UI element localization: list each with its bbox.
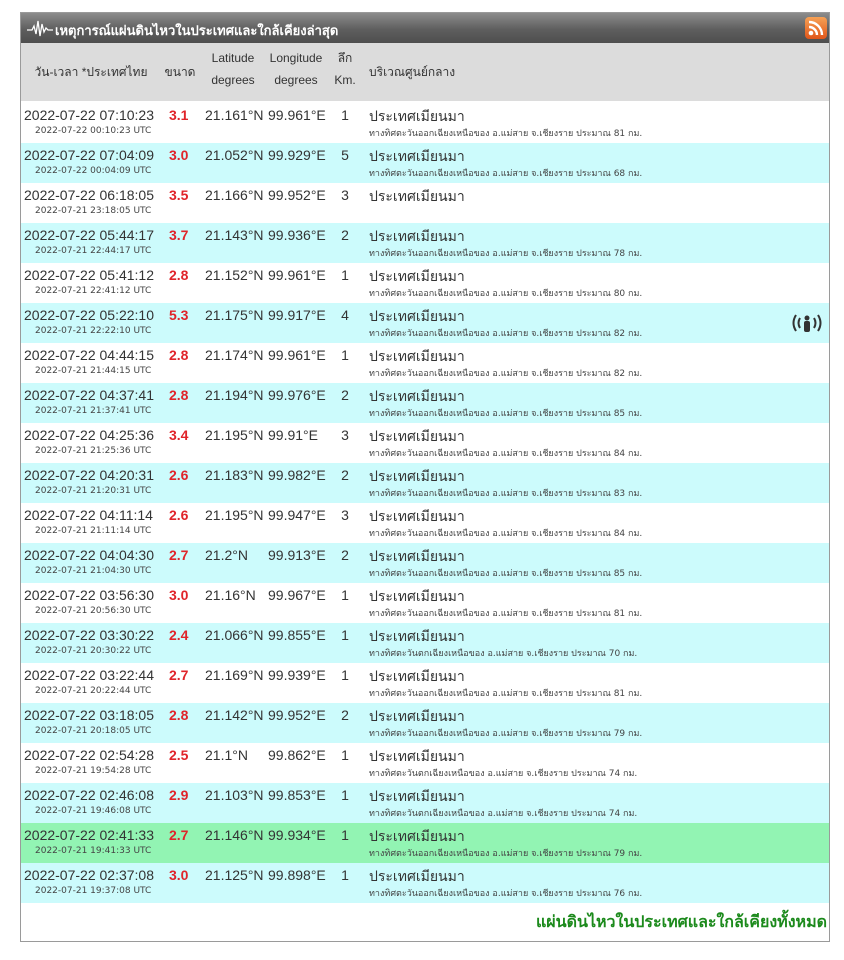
event-latitude: 21.166°N (205, 187, 264, 203)
event-region-detail: ทางทิศตะวันออกเฉียงเหนือของ อ.แม่สาย จ.เชียงราย ประมาณ 80 กม. (369, 289, 643, 299)
rss-icon[interactable] (805, 17, 827, 39)
event-latitude: 21.161°N (205, 107, 264, 123)
event-latitude: 21.175°N (205, 307, 264, 323)
event-region: ประเทศเมียนมา (369, 229, 465, 245)
event-longitude: 99.982°E (268, 467, 326, 483)
event-magnitude: 5.3 (169, 307, 189, 323)
event-latitude: 21.146°N (205, 827, 264, 843)
event-region: ประเทศเมียนมา (369, 829, 465, 845)
event-datetime: 2022-07-22 04:37:41 (24, 387, 154, 403)
event-utc-time: 2022-07-21 20:30:22 UTC (35, 646, 152, 656)
event-region-detail: ทางทิศตะวันออกเฉียงเหนือของ อ.แม่สาย จ.เชียงราย ประมาณ 68 กม. (369, 169, 643, 179)
event-latitude: 21.143°N (205, 227, 264, 243)
table-row[interactable] (21, 183, 829, 223)
event-depth: 2 (341, 467, 349, 483)
event-depth: 1 (341, 867, 349, 883)
event-datetime: 2022-07-22 02:41:33 (24, 827, 154, 843)
event-datetime: 2022-07-22 03:30:22 (24, 627, 154, 643)
event-longitude: 99.952°E (268, 707, 326, 723)
event-utc-time: 2022-07-21 21:25:36 UTC (35, 446, 152, 456)
table-row[interactable] (21, 143, 829, 183)
col-longitude-line1: Longitude (269, 51, 323, 65)
col-longitude-line2: degrees (274, 73, 318, 87)
event-latitude: 21.169°N (205, 667, 264, 683)
event-latitude: 21.103°N (205, 787, 264, 803)
event-utc-time: 2022-07-21 20:18:05 UTC (35, 726, 152, 736)
event-magnitude: 3.0 (169, 587, 189, 603)
col-latitude-line2: degrees (211, 73, 255, 87)
event-region: ประเทศเมียนมา (369, 309, 465, 325)
event-utc-time: 2022-07-21 23:18:05 UTC (35, 206, 152, 216)
event-region-detail: ทางทิศตะวันออกเฉียงเหนือของ อ.แม่สาย จ.เชียงราย ประมาณ 84 กม. (369, 449, 643, 459)
event-region-detail: ทางทิศตะวันออกเฉียงเหนือของ อ.แม่สาย จ.เชียงราย ประมาณ 82 กม. (369, 369, 643, 379)
event-latitude: 21.174°N (205, 347, 264, 363)
event-magnitude: 2.6 (169, 507, 189, 523)
event-latitude: 21.195°N (205, 507, 264, 523)
table-header (21, 43, 829, 101)
event-magnitude: 3.1 (169, 107, 189, 123)
event-region: ประเทศเมียนมา (369, 269, 465, 285)
event-utc-time: 2022-07-21 21:20:31 UTC (35, 486, 152, 496)
event-utc-time: 2022-07-21 19:46:08 UTC (35, 806, 152, 816)
event-longitude: 99.939°E (268, 667, 326, 683)
panel-titlebar (21, 13, 829, 43)
event-utc-time: 2022-07-21 22:44:17 UTC (35, 246, 152, 256)
event-region-detail: ทางทิศตะวันตกเฉียงเหนือของ อ.แม่สาย จ.เชียงราย ประมาณ 74 กม. (369, 809, 638, 819)
event-latitude: 21.066°N (205, 627, 264, 643)
event-longitude: 99.862°E (268, 747, 326, 763)
event-utc-time: 2022-07-21 21:04:30 UTC (35, 566, 152, 576)
event-datetime: 2022-07-22 04:20:31 (24, 467, 154, 483)
event-utc-time: 2022-07-21 19:37:08 UTC (35, 886, 152, 896)
event-region: ประเทศเมียนมา (369, 749, 465, 765)
col-region: บริเวณศูนย์กลาง (369, 65, 456, 79)
table-row[interactable] (21, 823, 829, 863)
event-region: ประเทศเมียนมา (369, 429, 465, 445)
event-region: ประเทศเมียนมา (369, 669, 465, 685)
event-longitude: 99.961°E (268, 267, 326, 283)
panel-title: เหตุการณ์แผ่นดินไหวในประเทศและใกล้เคียงล่าสุด (55, 24, 339, 39)
event-magnitude: 2.8 (169, 707, 189, 723)
event-region: ประเทศเมียนมา (369, 149, 465, 165)
event-longitude: 99.917°E (268, 307, 326, 323)
event-magnitude: 2.4 (169, 627, 189, 643)
event-region: ประเทศเมียนมา (369, 189, 465, 205)
event-datetime: 2022-07-22 05:44:17 (24, 227, 154, 243)
event-utc-time: 2022-07-21 19:54:28 UTC (35, 766, 152, 776)
event-magnitude: 2.9 (169, 787, 189, 803)
event-region: ประเทศเมียนมา (369, 389, 465, 405)
event-datetime: 2022-07-22 02:46:08 (24, 787, 154, 803)
event-depth: 1 (341, 107, 349, 123)
event-utc-time: 2022-07-21 19:41:33 UTC (35, 846, 152, 856)
event-utc-time: 2022-07-21 21:44:15 UTC (35, 366, 152, 376)
event-magnitude: 2.8 (169, 347, 189, 363)
event-region: ประเทศเมียนมา (369, 509, 465, 525)
event-longitude: 99.976°E (268, 387, 326, 403)
table-row[interactable] (21, 623, 829, 663)
table-row[interactable] (21, 463, 829, 503)
event-magnitude: 2.5 (169, 747, 189, 763)
table-row[interactable] (21, 223, 829, 263)
table-row[interactable] (21, 703, 829, 743)
event-datetime: 2022-07-22 02:37:08 (24, 867, 154, 883)
event-longitude: 99.952°E (268, 187, 326, 203)
event-depth: 3 (341, 187, 349, 203)
event-magnitude: 3.4 (169, 427, 189, 443)
event-depth: 1 (341, 587, 349, 603)
event-magnitude: 3.0 (169, 147, 189, 163)
event-region-detail: ทางทิศตะวันออกเฉียงเหนือของ อ.แม่สาย จ.เชียงราย ประมาณ 81 กม. (369, 609, 643, 619)
event-depth: 1 (341, 747, 349, 763)
event-region: ประเทศเมียนมา (369, 469, 465, 485)
event-longitude: 99.936°E (268, 227, 326, 243)
event-region-detail: ทางทิศตะวันตกเฉียงเหนือของ อ.แม่สาย จ.เชียงราย ประมาณ 70 กม. (369, 649, 638, 659)
event-longitude: 99.961°E (268, 107, 326, 123)
event-longitude: 99.853°E (268, 787, 326, 803)
event-region-detail: ทางทิศตะวันออกเฉียงเหนือของ อ.แม่สาย จ.เชียงราย ประมาณ 76 กม. (369, 889, 643, 899)
event-region: ประเทศเมียนมา (369, 869, 465, 885)
seismograph-icon (27, 18, 53, 38)
event-longitude: 99.913°E (268, 547, 326, 563)
event-region-detail: ทางทิศตะวันออกเฉียงเหนือของ อ.แม่สาย จ.เชียงราย ประมาณ 83 กม. (369, 489, 643, 499)
event-datetime: 2022-07-22 04:44:15 (24, 347, 154, 363)
earthquake-panel (20, 12, 830, 942)
event-depth: 4 (341, 307, 349, 323)
event-longitude: 99.967°E (268, 587, 326, 603)
table-row[interactable] (21, 103, 829, 143)
event-magnitude: 3.5 (169, 187, 189, 203)
col-magnitude: ขนาด (164, 65, 196, 79)
event-utc-time: 2022-07-21 20:22:44 UTC (35, 686, 152, 696)
event-latitude: 21.125°N (205, 867, 264, 883)
event-longitude: 99.929°E (268, 147, 326, 163)
table-row[interactable] (21, 743, 829, 783)
event-datetime: 2022-07-22 03:18:05 (24, 707, 154, 723)
event-region-detail: ทางทิศตะวันออกเฉียงเหนือของ อ.แม่สาย จ.เชียงราย ประมาณ 79 กม. (369, 729, 643, 739)
event-region: ประเทศเมียนมา (369, 589, 465, 605)
event-utc-time: 2022-07-21 22:22:10 UTC (35, 326, 152, 336)
col-depth-line2: Km. (334, 73, 356, 87)
event-longitude: 99.91°E (268, 427, 318, 443)
event-utc-time: 2022-07-21 21:11:14 UTC (35, 526, 152, 536)
felt-report-icon[interactable] (789, 312, 825, 334)
event-depth: 1 (341, 787, 349, 803)
event-longitude: 99.947°E (268, 507, 326, 523)
event-utc-time: 2022-07-22 00:04:09 UTC (35, 166, 152, 176)
event-magnitude: 2.8 (169, 267, 189, 283)
event-depth: 3 (341, 507, 349, 523)
event-datetime: 2022-07-22 03:56:30 (24, 587, 154, 603)
event-magnitude: 3.0 (169, 867, 189, 883)
event-region-detail: ทางทิศตะวันตกเฉียงเหนือของ อ.แม่สาย จ.เชียงราย ประมาณ 74 กม. (369, 769, 638, 779)
event-depth: 1 (341, 347, 349, 363)
event-datetime: 2022-07-22 05:22:10 (24, 307, 154, 323)
event-region: ประเทศเมียนมา (369, 349, 465, 365)
event-depth: 2 (341, 387, 349, 403)
event-datetime: 2022-07-22 04:04:30 (24, 547, 154, 563)
event-region-detail: ทางทิศตะวันออกเฉียงเหนือของ อ.แม่สาย จ.เชียงราย ประมาณ 79 กม. (369, 849, 643, 859)
event-datetime: 2022-07-22 05:41:12 (24, 267, 154, 283)
event-depth: 2 (341, 227, 349, 243)
event-datetime: 2022-07-22 02:54:28 (24, 747, 154, 763)
event-region: ประเทศเมียนมา (369, 789, 465, 805)
event-region-detail: ทางทิศตะวันออกเฉียงเหนือของ อ.แม่สาย จ.เชียงราย ประมาณ 81 กม. (369, 689, 643, 699)
event-magnitude: 2.7 (169, 547, 189, 563)
event-utc-time: 2022-07-22 00:10:23 UTC (35, 126, 152, 136)
table-row[interactable] (21, 783, 829, 823)
col-latitude-line1: Latitude (211, 51, 255, 65)
event-latitude: 21.142°N (205, 707, 264, 723)
event-latitude: 21.2°N (205, 547, 248, 563)
table-row[interactable] (21, 543, 829, 583)
event-utc-time: 2022-07-21 21:37:41 UTC (35, 406, 152, 416)
event-datetime: 2022-07-22 04:25:36 (24, 427, 154, 443)
event-region: ประเทศเมียนมา (369, 709, 465, 725)
event-region-detail: ทางทิศตะวันออกเฉียงเหนือของ อ.แม่สาย จ.เชียงราย ประมาณ 84 กม. (369, 529, 643, 539)
event-region-detail: ทางทิศตะวันออกเฉียงเหนือของ อ.แม่สาย จ.เชียงราย ประมาณ 85 กม. (369, 569, 643, 579)
event-magnitude: 2.8 (169, 387, 189, 403)
event-depth: 3 (341, 427, 349, 443)
event-region-detail: ทางทิศตะวันออกเฉียงเหนือของ อ.แม่สาย จ.เชียงราย ประมาณ 78 กม. (369, 249, 643, 259)
table-row[interactable] (21, 263, 829, 303)
event-depth: 5 (341, 147, 349, 163)
table-row[interactable] (21, 663, 829, 703)
table-row[interactable] (21, 423, 829, 463)
event-longitude: 99.934°E (268, 827, 326, 843)
table-row[interactable] (21, 383, 829, 423)
event-depth: 2 (341, 547, 349, 563)
event-utc-time: 2022-07-21 22:41:12 UTC (35, 286, 152, 296)
table-row[interactable] (21, 503, 829, 543)
event-latitude: 21.1°N (205, 747, 248, 763)
event-datetime: 2022-07-22 04:11:14 (24, 507, 153, 523)
event-region: ประเทศเมียนมา (369, 109, 465, 125)
event-region-detail: ทางทิศตะวันออกเฉียงเหนือของ อ.แม่สาย จ.เชียงราย ประมาณ 82 กม. (369, 329, 643, 339)
event-latitude: 21.052°N (205, 147, 264, 163)
event-magnitude: 2.6 (169, 467, 189, 483)
table-row[interactable] (21, 863, 829, 903)
event-magnitude: 2.7 (169, 827, 189, 843)
event-region-detail: ทางทิศตะวันออกเฉียงเหนือของ อ.แม่สาย จ.เชียงราย ประมาณ 85 กม. (369, 409, 643, 419)
event-datetime: 2022-07-22 06:18:05 (24, 187, 154, 203)
event-datetime: 2022-07-22 03:22:44 (24, 667, 154, 683)
event-latitude: 21.183°N (205, 467, 264, 483)
event-depth: 1 (341, 627, 349, 643)
event-region: ประเทศเมียนมา (369, 549, 465, 565)
event-latitude: 21.194°N (205, 387, 264, 403)
table-row[interactable] (21, 583, 829, 623)
event-longitude: 99.961°E (268, 347, 326, 363)
event-depth: 2 (341, 707, 349, 723)
table-row[interactable] (21, 303, 829, 343)
col-datetime: วัน-เวลา *ประเทศไทย (34, 65, 148, 79)
event-depth: 1 (341, 827, 349, 843)
event-magnitude: 3.7 (169, 227, 189, 243)
event-latitude: 21.152°N (205, 267, 264, 283)
event-longitude: 99.855°E (268, 627, 326, 643)
table-row[interactable] (21, 343, 829, 383)
event-region-detail: ทางทิศตะวันออกเฉียงเหนือของ อ.แม่สาย จ.เชียงราย ประมาณ 81 กม. (369, 129, 643, 139)
event-longitude: 99.898°E (268, 867, 326, 883)
event-datetime: 2022-07-22 07:04:09 (24, 147, 154, 163)
all-earthquakes-link[interactable]: แผ่นดินไหวในประเทศและใกล้เคียงทั้งหมด (535, 912, 827, 931)
event-utc-time: 2022-07-21 20:56:30 UTC (35, 606, 152, 616)
event-list (21, 103, 829, 903)
event-latitude: 21.195°N (205, 427, 264, 443)
event-region: ประเทศเมียนมา (369, 629, 465, 645)
event-depth: 1 (341, 667, 349, 683)
event-depth: 1 (341, 267, 349, 283)
event-datetime: 2022-07-22 07:10:23 (24, 107, 154, 123)
event-magnitude: 2.7 (169, 667, 189, 683)
event-latitude: 21.16°N (205, 587, 256, 603)
col-depth-line1: ลึก (337, 51, 353, 65)
